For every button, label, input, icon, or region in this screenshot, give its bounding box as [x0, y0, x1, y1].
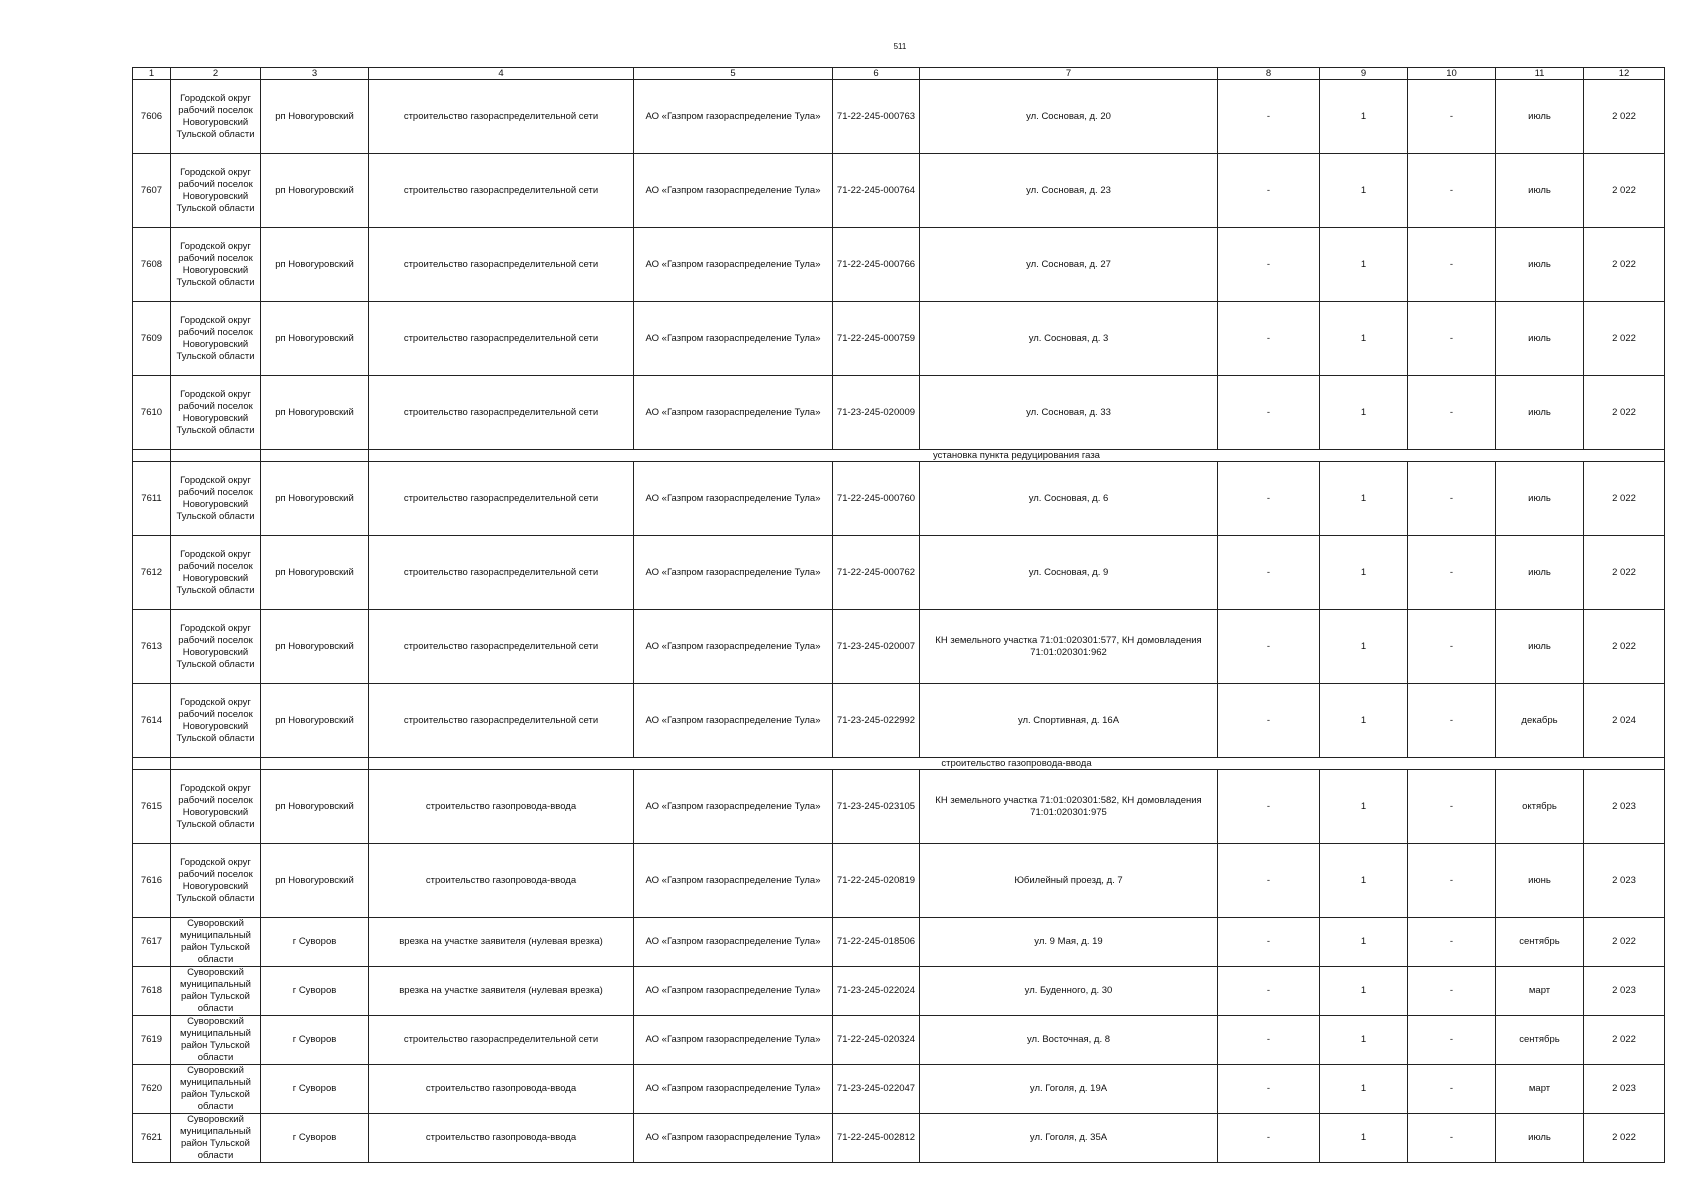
row-number: 7612	[133, 536, 171, 610]
col-9-value: 1	[1320, 844, 1408, 918]
row-number: 7609	[133, 302, 171, 376]
register-table-body	[133, 68, 1665, 1163]
settlement: рп Новогуровский	[261, 610, 369, 684]
work-type: строительство газораспределительной сети	[369, 462, 634, 536]
month: март	[1496, 1065, 1584, 1114]
settlement: г Суворов	[261, 967, 369, 1016]
month: сентябрь	[1496, 918, 1584, 967]
address: ул. Сосновая, д. 27	[920, 228, 1218, 302]
month: июль	[1496, 80, 1584, 154]
settlement: рп Новогуровский	[261, 302, 369, 376]
municipality: Суворовский муниципальный район Тульской области	[171, 1016, 261, 1065]
column-number-header: 5	[634, 68, 833, 80]
work-type: строительство газораспределительной сети	[369, 228, 634, 302]
col-8-value: -	[1218, 1016, 1320, 1065]
col-10-value: -	[1408, 302, 1496, 376]
col-8-value: -	[1218, 610, 1320, 684]
page-number: 511	[893, 42, 907, 51]
settlement: рп Новогуровский	[261, 770, 369, 844]
col-10-value: -	[1408, 610, 1496, 684]
work-type: строительство газораспределительной сети	[369, 80, 634, 154]
address: ул. Спортивная, д. 16А	[920, 684, 1218, 758]
table-row	[133, 1016, 1665, 1065]
col-9-value: 1	[1320, 1065, 1408, 1114]
col-8-value: -	[1218, 844, 1320, 918]
month: июль	[1496, 154, 1584, 228]
organization: АО «Газпром газораспределение Тула»	[634, 228, 833, 302]
request-number: 71-22-245-000762	[833, 536, 920, 610]
work-type: строительство газораспределительной сети	[369, 1016, 634, 1065]
year: 2 023	[1584, 1065, 1665, 1114]
address: КН земельного участка 71:01:020301:577, КН домовладения 71:01:020301:962	[920, 610, 1218, 684]
col-10-value: -	[1408, 376, 1496, 450]
table-row	[133, 154, 1665, 228]
address: ул. Гоголя, д. 19А	[920, 1065, 1218, 1114]
col-9-value: 1	[1320, 918, 1408, 967]
address: ул. Восточная, д. 8	[920, 1016, 1218, 1065]
col-8-value: -	[1218, 536, 1320, 610]
section-title: установка пункта редуцирования газа	[369, 450, 1665, 462]
organization: АО «Газпром газораспределение Тула»	[634, 1016, 833, 1065]
month: июль	[1496, 610, 1584, 684]
column-number-header: 3	[261, 68, 369, 80]
request-number: 71-23-245-020009	[833, 376, 920, 450]
section-title: строительство газопровода-ввода	[369, 758, 1665, 770]
settlement: г Суворов	[261, 918, 369, 967]
row-number: 7616	[133, 844, 171, 918]
request-number: 71-23-245-022992	[833, 684, 920, 758]
address: ул. Буденного, д. 30	[920, 967, 1218, 1016]
year: 2 022	[1584, 918, 1665, 967]
organization: АО «Газпром газораспределение Тула»	[634, 1065, 833, 1114]
address: КН земельного участка 71:01:020301:582, КН домовладения 71:01:020301:975	[920, 770, 1218, 844]
section-empty-cell	[133, 450, 171, 462]
year: 2 022	[1584, 1016, 1665, 1065]
municipality: Городской округ рабочий поселок Новогуровский Тульской области	[171, 536, 261, 610]
address: ул. Сосновая, д. 20	[920, 80, 1218, 154]
row-number: 7619	[133, 1016, 171, 1065]
settlement: г Суворов	[261, 1114, 369, 1163]
col-9-value: 1	[1320, 684, 1408, 758]
column-number-header: 9	[1320, 68, 1408, 80]
table-row	[133, 80, 1665, 154]
section-empty-cell	[171, 450, 261, 462]
month: сентябрь	[1496, 1016, 1584, 1065]
col-8-value: -	[1218, 376, 1320, 450]
column-number-header: 8	[1218, 68, 1320, 80]
month: март	[1496, 967, 1584, 1016]
row-number: 7615	[133, 770, 171, 844]
organization: АО «Газпром газораспределение Тула»	[634, 1114, 833, 1163]
section-empty-cell	[261, 450, 369, 462]
organization: АО «Газпром газораспределение Тула»	[634, 462, 833, 536]
request-number: 71-22-245-020324	[833, 1016, 920, 1065]
municipality: Суворовский муниципальный район Тульской области	[171, 967, 261, 1016]
column-number-header: 7	[920, 68, 1218, 80]
request-number: 71-22-245-020819	[833, 844, 920, 918]
col-9-value: 1	[1320, 376, 1408, 450]
year: 2 023	[1584, 844, 1665, 918]
month: июль	[1496, 228, 1584, 302]
month: июль	[1496, 302, 1584, 376]
col-8-value: -	[1218, 302, 1320, 376]
section-empty-cell	[133, 758, 171, 770]
work-type: строительство газораспределительной сети	[369, 536, 634, 610]
request-number: 71-22-245-000766	[833, 228, 920, 302]
year: 2 023	[1584, 967, 1665, 1016]
col-8-value: -	[1218, 684, 1320, 758]
register-table	[132, 67, 1665, 1163]
municipality: Городской округ рабочий поселок Новогуровский Тульской области	[171, 610, 261, 684]
request-number: 71-23-245-022047	[833, 1065, 920, 1114]
col-8-value: -	[1218, 918, 1320, 967]
col-9-value: 1	[1320, 462, 1408, 536]
table-row	[133, 462, 1665, 536]
row-number: 7617	[133, 918, 171, 967]
table-row	[133, 918, 1665, 967]
section-row	[133, 758, 1665, 770]
col-8-value: -	[1218, 1065, 1320, 1114]
row-number: 7618	[133, 967, 171, 1016]
col-9-value: 1	[1320, 154, 1408, 228]
col-8-value: -	[1218, 462, 1320, 536]
municipality: Городской округ рабочий поселок Новогуровский Тульской области	[171, 228, 261, 302]
settlement: рп Новогуровский	[261, 684, 369, 758]
municipality: Городской округ рабочий поселок Новогуровский Тульской области	[171, 302, 261, 376]
municipality: Городской округ рабочий поселок Новогуровский Тульской области	[171, 376, 261, 450]
organization: АО «Газпром газораспределение Тула»	[634, 770, 833, 844]
municipality: Городской округ рабочий поселок Новогуровский Тульской области	[171, 154, 261, 228]
table-row	[133, 376, 1665, 450]
settlement: г Суворов	[261, 1016, 369, 1065]
col-9-value: 1	[1320, 1114, 1408, 1163]
settlement: рп Новогуровский	[261, 536, 369, 610]
work-type: строительство газораспределительной сети	[369, 610, 634, 684]
col-8-value: -	[1218, 154, 1320, 228]
col-9-value: 1	[1320, 967, 1408, 1016]
work-type: строительство газопровода-ввода	[369, 844, 634, 918]
address: ул. Гоголя, д. 35А	[920, 1114, 1218, 1163]
column-number-header: 11	[1496, 68, 1584, 80]
work-type: строительство газораспределительной сети	[369, 154, 634, 228]
municipality: Городской округ рабочий поселок Новогуровский Тульской области	[171, 684, 261, 758]
organization: АО «Газпром газораспределение Тула»	[634, 154, 833, 228]
col-9-value: 1	[1320, 610, 1408, 684]
col-10-value: -	[1408, 80, 1496, 154]
organization: АО «Газпром газораспределение Тула»	[634, 80, 833, 154]
row-number: 7606	[133, 80, 171, 154]
address: ул. Сосновая, д. 23	[920, 154, 1218, 228]
request-number: 71-23-245-020007	[833, 610, 920, 684]
request-number: 71-22-245-000764	[833, 154, 920, 228]
column-number-header: 10	[1408, 68, 1496, 80]
column-number-header: 12	[1584, 68, 1665, 80]
request-number: 71-22-245-000760	[833, 462, 920, 536]
row-number: 7620	[133, 1065, 171, 1114]
month: декабрь	[1496, 684, 1584, 758]
col-9-value: 1	[1320, 770, 1408, 844]
municipality: Суворовский муниципальный район Тульской области	[171, 918, 261, 967]
year: 2 022	[1584, 1114, 1665, 1163]
organization: АО «Газпром газораспределение Тула»	[634, 302, 833, 376]
col-10-value: -	[1408, 228, 1496, 302]
organization: АО «Газпром газораспределение Тула»	[634, 844, 833, 918]
organization: АО «Газпром газораспределение Тула»	[634, 967, 833, 1016]
table-row	[133, 684, 1665, 758]
organization: АО «Газпром газораспределение Тула»	[634, 918, 833, 967]
col-10-value: -	[1408, 1016, 1496, 1065]
request-number: 71-22-245-002812	[833, 1114, 920, 1163]
year: 2 023	[1584, 770, 1665, 844]
row-number: 7621	[133, 1114, 171, 1163]
year: 2 022	[1584, 154, 1665, 228]
address: ул. Сосновая, д. 6	[920, 462, 1218, 536]
row-number: 7608	[133, 228, 171, 302]
col-8-value: -	[1218, 770, 1320, 844]
request-number: 71-22-245-018506	[833, 918, 920, 967]
work-type: строительство газораспределительной сети	[369, 684, 634, 758]
year: 2 022	[1584, 462, 1665, 536]
col-10-value: -	[1408, 154, 1496, 228]
table-row	[133, 228, 1665, 302]
address: ул. Сосновая, д. 33	[920, 376, 1218, 450]
work-type: строительство газопровода-ввода	[369, 770, 634, 844]
year: 2 024	[1584, 684, 1665, 758]
work-type: строительство газопровода-ввода	[369, 1065, 634, 1114]
col-10-value: -	[1408, 918, 1496, 967]
table-row	[133, 844, 1665, 918]
section-row	[133, 450, 1665, 462]
address: Юбилейный проезд, д. 7	[920, 844, 1218, 918]
request-number: 71-22-245-000759	[833, 302, 920, 376]
col-8-value: -	[1218, 1114, 1320, 1163]
municipality: Городской округ рабочий поселок Новогуровский Тульской области	[171, 844, 261, 918]
request-number: 71-22-245-000763	[833, 80, 920, 154]
table-row	[133, 770, 1665, 844]
column-number-header: 2	[171, 68, 261, 80]
settlement: рп Новогуровский	[261, 228, 369, 302]
municipality: Суворовский муниципальный район Тульской области	[171, 1114, 261, 1163]
col-8-value: -	[1218, 967, 1320, 1016]
col-10-value: -	[1408, 684, 1496, 758]
work-type: строительство газопровода-ввода	[369, 1114, 634, 1163]
table-row	[133, 1114, 1665, 1163]
section-empty-cell	[171, 758, 261, 770]
section-empty-cell	[261, 758, 369, 770]
month: июль	[1496, 1114, 1584, 1163]
month: июль	[1496, 536, 1584, 610]
table-row	[133, 967, 1665, 1016]
year: 2 022	[1584, 80, 1665, 154]
month: июнь	[1496, 844, 1584, 918]
year: 2 022	[1584, 376, 1665, 450]
organization: АО «Газпром газораспределение Тула»	[634, 684, 833, 758]
col-9-value: 1	[1320, 302, 1408, 376]
column-header-row	[133, 68, 1665, 80]
request-number: 71-23-245-023105	[833, 770, 920, 844]
col-10-value: -	[1408, 967, 1496, 1016]
row-number: 7613	[133, 610, 171, 684]
row-number: 7610	[133, 376, 171, 450]
work-type: строительство газораспределительной сети	[369, 302, 634, 376]
col-9-value: 1	[1320, 80, 1408, 154]
request-number: 71-23-245-022024	[833, 967, 920, 1016]
address: ул. Сосновая, д. 3	[920, 302, 1218, 376]
table-row	[133, 610, 1665, 684]
municipality: Городской округ рабочий поселок Новогуровский Тульской области	[171, 770, 261, 844]
col-10-value: -	[1408, 770, 1496, 844]
municipality: Городской округ рабочий поселок Новогуровский Тульской области	[171, 462, 261, 536]
table-row	[133, 1065, 1665, 1114]
settlement: рп Новогуровский	[261, 154, 369, 228]
municipality: Городской округ рабочий поселок Новогуровский Тульской области	[171, 80, 261, 154]
col-9-value: 1	[1320, 228, 1408, 302]
year: 2 022	[1584, 536, 1665, 610]
year: 2 022	[1584, 610, 1665, 684]
organization: АО «Газпром газораспределение Тула»	[634, 376, 833, 450]
row-number: 7614	[133, 684, 171, 758]
col-9-value: 1	[1320, 1016, 1408, 1065]
col-10-value: -	[1408, 536, 1496, 610]
column-number-header: 4	[369, 68, 634, 80]
organization: АО «Газпром газораспределение Тула»	[634, 536, 833, 610]
year: 2 022	[1584, 228, 1665, 302]
settlement: г Суворов	[261, 1065, 369, 1114]
col-10-value: -	[1408, 1065, 1496, 1114]
col-10-value: -	[1408, 844, 1496, 918]
settlement: рп Новогуровский	[261, 844, 369, 918]
column-number-header: 1	[133, 68, 171, 80]
col-10-value: -	[1408, 462, 1496, 536]
work-type: врезка на участке заявителя (нулевая врезка)	[369, 918, 634, 967]
row-number: 7611	[133, 462, 171, 536]
month: октябрь	[1496, 770, 1584, 844]
settlement: рп Новогуровский	[261, 462, 369, 536]
col-8-value: -	[1218, 228, 1320, 302]
settlement: рп Новогуровский	[261, 376, 369, 450]
col-8-value: -	[1218, 80, 1320, 154]
month: июль	[1496, 462, 1584, 536]
work-type: строительство газораспределительной сети	[369, 376, 634, 450]
settlement: рп Новогуровский	[261, 80, 369, 154]
col-10-value: -	[1408, 1114, 1496, 1163]
month: июль	[1496, 376, 1584, 450]
table-row	[133, 536, 1665, 610]
table-row	[133, 302, 1665, 376]
municipality: Суворовский муниципальный район Тульской области	[171, 1065, 261, 1114]
work-type: врезка на участке заявителя (нулевая врезка)	[369, 967, 634, 1016]
organization: АО «Газпром газораспределение Тула»	[634, 610, 833, 684]
column-number-header: 6	[833, 68, 920, 80]
row-number: 7607	[133, 154, 171, 228]
col-9-value: 1	[1320, 536, 1408, 610]
address: ул. 9 Мая, д. 19	[920, 918, 1218, 967]
address: ул. Сосновая, д. 9	[920, 536, 1218, 610]
year: 2 022	[1584, 302, 1665, 376]
